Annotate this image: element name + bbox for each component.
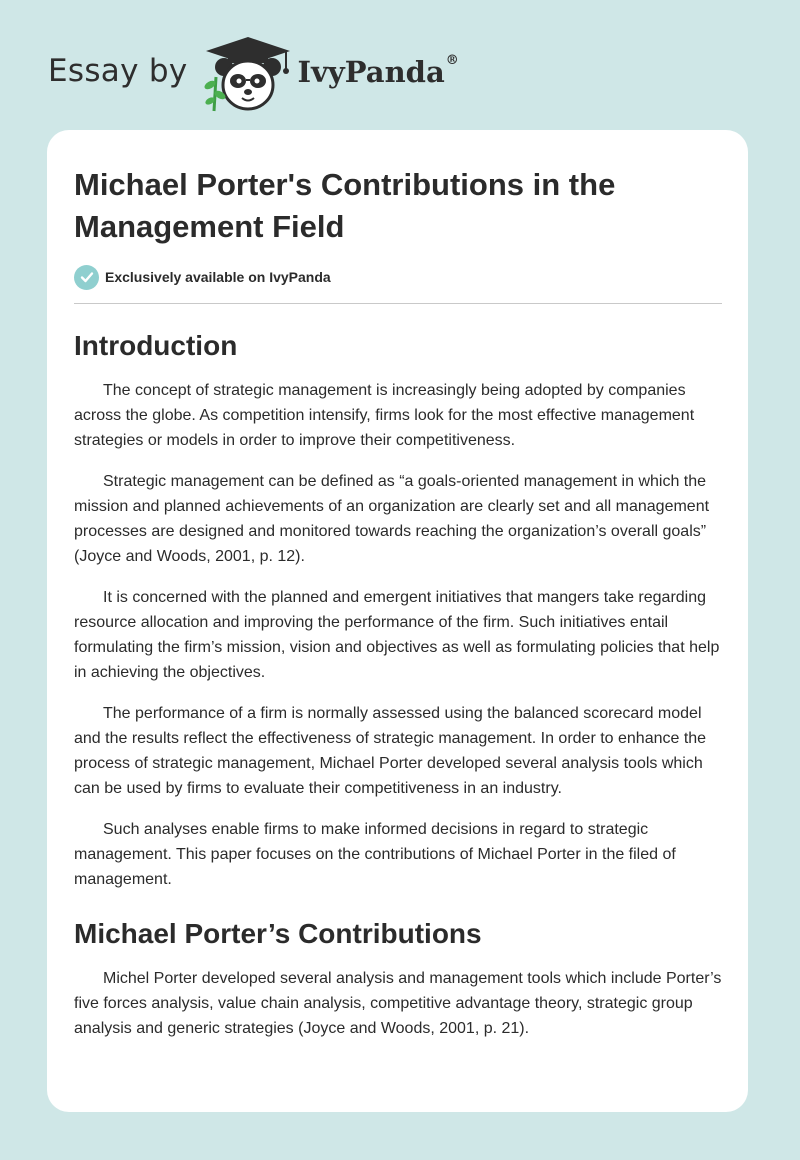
paragraph: The performance of a firm is normally assessed using the balanced scorecard model and the results reflect the effectiveness of strategic management. In order to enhance the process of strategic management, Michael Porter developed several analysis tools which can be used by firms to evaluate their competitiveness in an industry. xyxy=(74,705,707,797)
essay-by-label: Essay by xyxy=(48,53,188,89)
site-header xyxy=(48,34,459,114)
paragraph: It is concerned with the planned and emergent initiatives that mangers take regarding resource allocation and improving the performance of the firm. Such initiatives entail formulating the firm’s mission, vision and objectives as well as formulating policies that help in achieving the objectives. xyxy=(74,589,720,681)
registered-mark: ® xyxy=(445,53,459,68)
paragraph: Such analyses enable firms to make informed decisions in regard to strategic management. This paper focuses on the contributions of Michael Porter in the filed of management. xyxy=(74,821,676,888)
brand-name-text: IvyPanda xyxy=(297,55,445,89)
page-title: Michael Porter's Contributions in the Management Field xyxy=(74,167,616,244)
paragraph: Michel Porter developed several analysis and management tools which include Porter’s five forces analysis, value chain analysis, competitive advantage theory, strategic group analysis and generic strategies (Joyce and Woods, 2001, p. 21). xyxy=(74,970,722,1037)
brand-name[interactable] xyxy=(298,55,459,89)
divider xyxy=(74,303,722,304)
exclusive-badge xyxy=(74,264,722,290)
panda-graduate-icon[interactable] xyxy=(202,35,294,113)
section-heading-introduction: Introduction xyxy=(74,330,238,361)
paragraph: Strategic management can be defined as “a goals-oriented management in which the mission and planned achievements of an organization are clearly set and all management processes are designed and monitored towards reaching the organization’s overall goals” (Joyce and Woods, 2001, p. 12). xyxy=(74,473,710,565)
exclusive-label: Exclusively available on IvyPanda xyxy=(105,269,331,285)
essay-card xyxy=(47,130,748,1112)
paragraph: The concept of strategic management is increasingly being adopted by companies across the globe. As competition intensify, firms look for the most effective management strategies or models in order to improve their competitiveness. xyxy=(74,382,695,449)
section-heading-contributions: Michael Porter’s Contributions xyxy=(74,918,482,949)
check-icon xyxy=(74,265,99,290)
